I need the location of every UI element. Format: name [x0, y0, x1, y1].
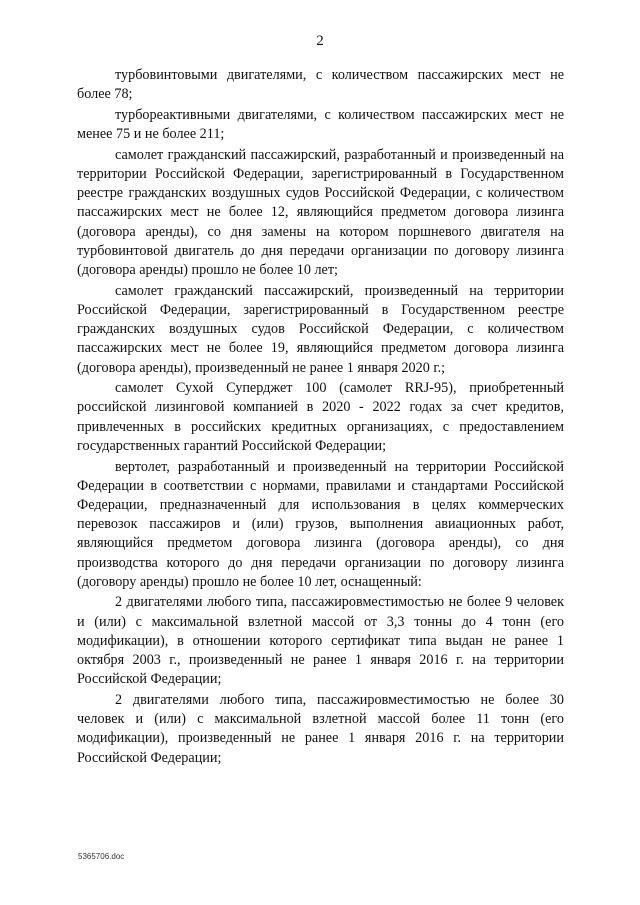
document-body	[77, 66, 564, 769]
paragraph: вертолет, разработанный и произведенный на территории Российской Федерации в соответствии с нормами, правилами и стандартами Российской Федерации, предназначенный для использования в целях коммерческих перевозок пассажиров и (или) грузов, выполнения авиационных работ, являющийся предметом договора лизинга (договора аренды), со дня производства которого до дня передачи организации по договору лизинга (договору аренды) прошло не более 10 лет, оснащенный:	[77, 458, 564, 590]
document-footer-filename: 5365706.doc	[78, 852, 125, 861]
paragraph: 2 двигателями любого типа, пассажировместимостью не более 9 человек и (или) с максимальной взлетной массой от 3,3 тонны до 4 тонн (его модификации), в отношении которого сертификат типа выдан не ранее 1 октября 2003 г., произведенный не ранее 1 января 2016 г. на территории Российской Федерации;	[77, 594, 564, 688]
paragraph: самолет гражданский пассажирский, произведенный на территории Российской Федерации, зарегистрированный в Государственном реестре гражданских воздушных судов Российской Федерации, с количеством пассажирских мест не более 19, являющийся предметом договора лизинга (договора аренды), произведенный не ранее 1 января 2020 г.;	[77, 282, 564, 376]
paragraph: турбореактивными двигателями, с количеством пассажирских мест не менее 75 и не более 211;	[77, 106, 564, 143]
paragraph: самолет гражданский пассажирский, разработанный и произведенный на территории Российской Федерации, зарегистрированный в Государственном реестре гражданских воздушных судов Российской Федерации, с количеством пассажирских мест не более 12, являющийся предметом договора лизинга (договора аренды), со дня замены на котором поршневого двигателя на турбовинтовой двигатель до дня передачи организации по договору лизинга (договора аренды) прошло не более 10 лет;	[77, 146, 564, 279]
paragraph: турбовинтовыми двигателями, с количеством пассажирских мест не более 78;	[77, 67, 564, 103]
paragraph: самолет Сухой Суперджет 100 (самолет RRJ-95), приобретенный российской лизинговой компанией в 2020 - 2022 годах за счет кредитов, привлеченных в российских кредитных организациях, с предоставлением государственных гарантий Российской Федерации;	[77, 380, 564, 454]
page-number: 2	[316, 33, 324, 49]
paragraph: 2 двигателями любого типа, пассажировместимостью не более 30 человек и (или) с максимальной взлетной массой более 11 тонн (его модификации), произведенный не ранее 1 января 2016 г. на территории Российской Федерации;	[77, 692, 564, 766]
